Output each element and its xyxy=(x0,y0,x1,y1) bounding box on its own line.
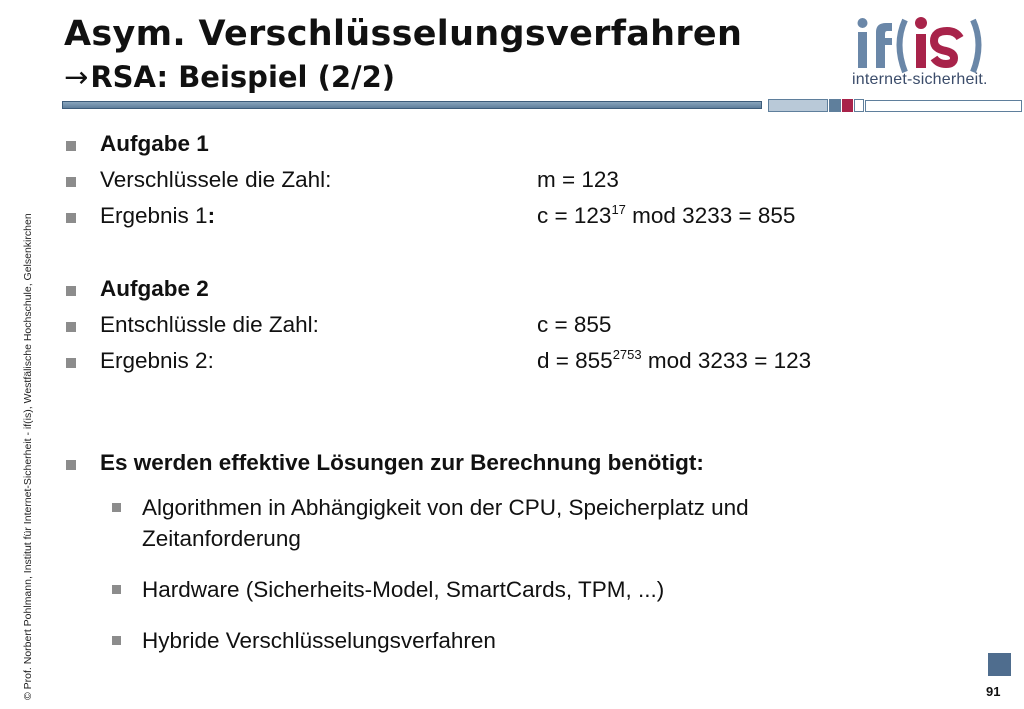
task2-result-label: Ergebnis 2: xyxy=(100,348,214,373)
task2-decrypt-label: Entschlüssle die Zahl: xyxy=(100,312,319,337)
title-divider-bar xyxy=(62,99,1022,113)
divider-square xyxy=(854,99,864,112)
logo-text: internet-sicherheit. xyxy=(852,71,988,88)
solution-item-hardware: Hardware (Sicherheits-Model, SmartCards, TPM, ...) xyxy=(142,577,665,602)
bullet-icon xyxy=(66,358,76,368)
task2-result-rest: mod 3233 = 123 xyxy=(641,348,812,373)
task1-heading: Aufgabe 1 xyxy=(100,131,209,156)
bullet-icon xyxy=(66,460,76,470)
bullet-icon xyxy=(66,177,76,187)
right-arrow-icon: → xyxy=(64,60,89,94)
sub-bullet-icon xyxy=(112,585,121,594)
solution-item-algorithms: Algorithmen in Abhängigkeit von der CPU, Speicherplatz und Zeitanforderung xyxy=(142,495,749,551)
task1-result-label-text: Ergebnis 1 xyxy=(100,203,208,228)
subtitle-text: RSA: Beispiel (2/2) xyxy=(90,60,396,94)
slide-title: Asym. Verschlüsselungsverfahren xyxy=(64,14,743,54)
task2-result-value xyxy=(537,348,811,374)
task1-result-label xyxy=(100,203,215,229)
task2-decrypt-value: c = 855 xyxy=(537,312,612,337)
task1-result-label-colon: : xyxy=(207,203,216,228)
task1-result-rest: mod 3233 = 855 xyxy=(625,203,796,228)
bullet-icon xyxy=(66,213,76,223)
divider-square xyxy=(768,99,828,112)
divider-line xyxy=(62,101,762,109)
task2-result-base: d = 855 xyxy=(537,348,613,373)
page-marker-square xyxy=(988,653,1011,676)
task1-result-base: c = 123 xyxy=(537,203,612,228)
copyright-side-text: © Prof. Norbert Pohlmann, Institut für Internet-Sicherheit - if(is), Westfälische Hochschule, Gelsenkirchen xyxy=(22,213,34,700)
task2-result-exponent: 2753 xyxy=(612,347,642,362)
task1-result-exponent: 17 xyxy=(611,202,626,217)
page-number: 91 xyxy=(986,684,1001,699)
task2-heading: Aufgabe 2 xyxy=(100,276,209,301)
sub-bullet-icon xyxy=(112,636,121,645)
solutions-heading: Es werden effektive Lösungen zur Berechnung benötigt: xyxy=(100,450,704,475)
bullet-icon xyxy=(66,322,76,332)
bullet-icon xyxy=(66,141,76,151)
task1-result-value xyxy=(537,203,795,229)
divider-square xyxy=(842,99,853,112)
task1-encrypt-label: Verschlüssele die Zahl: xyxy=(100,167,332,192)
task1-encrypt-value: m = 123 xyxy=(537,167,619,192)
slide-subtitle xyxy=(64,60,395,94)
sub-bullet-icon xyxy=(112,503,121,512)
bullet-icon xyxy=(66,286,76,296)
divider-square xyxy=(829,99,841,112)
solution-item-hybrid: Hybride Verschlüsselungsverfahren xyxy=(142,628,496,653)
divider-square xyxy=(865,100,1022,112)
